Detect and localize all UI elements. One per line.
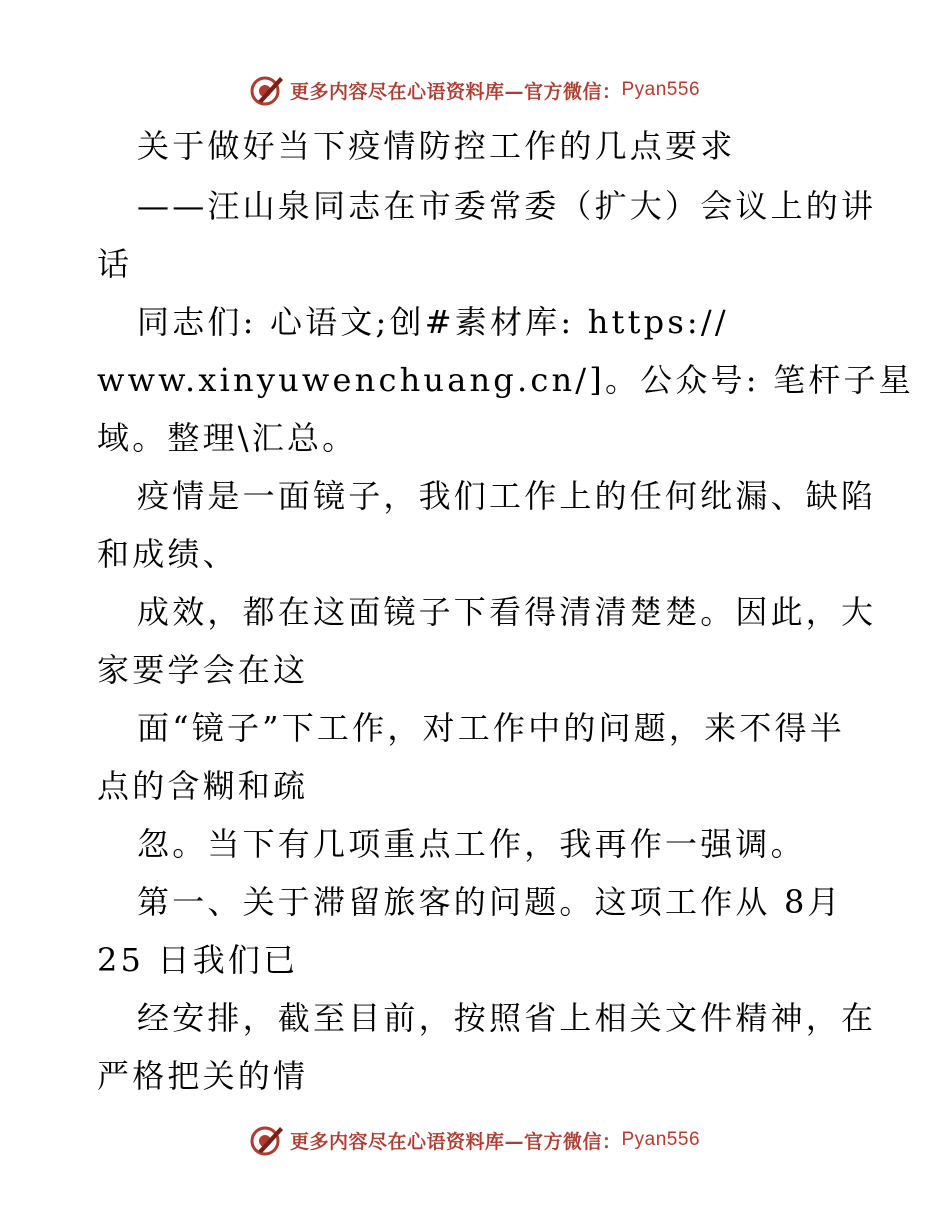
pen-logo-icon bbox=[250, 1123, 284, 1157]
paragraph-6-line-2: 25 日我们已 bbox=[97, 941, 299, 979]
banner-wechat-id: Pyan556 bbox=[621, 1129, 701, 1150]
paragraph-3-line-2: 家要学会在这 bbox=[97, 651, 309, 689]
banner-wechat-id: Pyan556 bbox=[621, 79, 701, 100]
banner-text: 更多内容尽在心语资料库—官方微信： bbox=[289, 1130, 622, 1153]
paragraph-4-line-2: 点的含糊和疏 bbox=[97, 767, 309, 805]
paragraph-2-line-2: 和成绩、 bbox=[97, 535, 238, 573]
paragraph-2-line-1: 疫情是一面镜子，我们工作上的任何纰漏、缺陷 bbox=[137, 477, 877, 515]
banner-text: 更多内容尽在心语资料库—官方微信： bbox=[289, 80, 622, 103]
paragraph-4-line-1: 面“镜子”下工作，对工作中的问题，来不得半 bbox=[137, 709, 845, 747]
paragraph-1-line-3: 域。整理\汇总。 bbox=[97, 419, 358, 457]
footer-banner bbox=[0, 1120, 950, 1160]
paragraph-7-line-1: 经安排，截至目前，按照省上相关文件精神，在 bbox=[137, 999, 877, 1037]
pen-logo-icon bbox=[250, 73, 284, 107]
header-banner bbox=[0, 70, 950, 110]
paragraph-7-line-2: 严格把关的情 bbox=[97, 1057, 309, 1095]
document-title: 关于做好当下疫情防控工作的几点要求 bbox=[137, 127, 736, 165]
paragraph-6-line-1: 第一、关于滞留旅客的问题。这项工作从 8月 bbox=[137, 883, 843, 921]
paragraph-1-line-1: 同志们: 心语文;创#素材库: https:// bbox=[137, 303, 729, 341]
paragraph-1-line-2: www.xinyuwenchuang.cn/]。公众号: 笔杆子星 bbox=[97, 361, 914, 399]
subtitle-line-1: ——汪山泉同志在市委常委（扩大）会议上的讲 bbox=[137, 187, 877, 225]
paragraph-5-line-1: 忽。当下有几项重点工作，我再作一强调。 bbox=[137, 825, 806, 863]
paragraph-3-line-1: 成效，都在这面镜子下看得清清楚楚。因此，大 bbox=[137, 593, 877, 631]
subtitle-line-2: 话 bbox=[97, 245, 133, 283]
